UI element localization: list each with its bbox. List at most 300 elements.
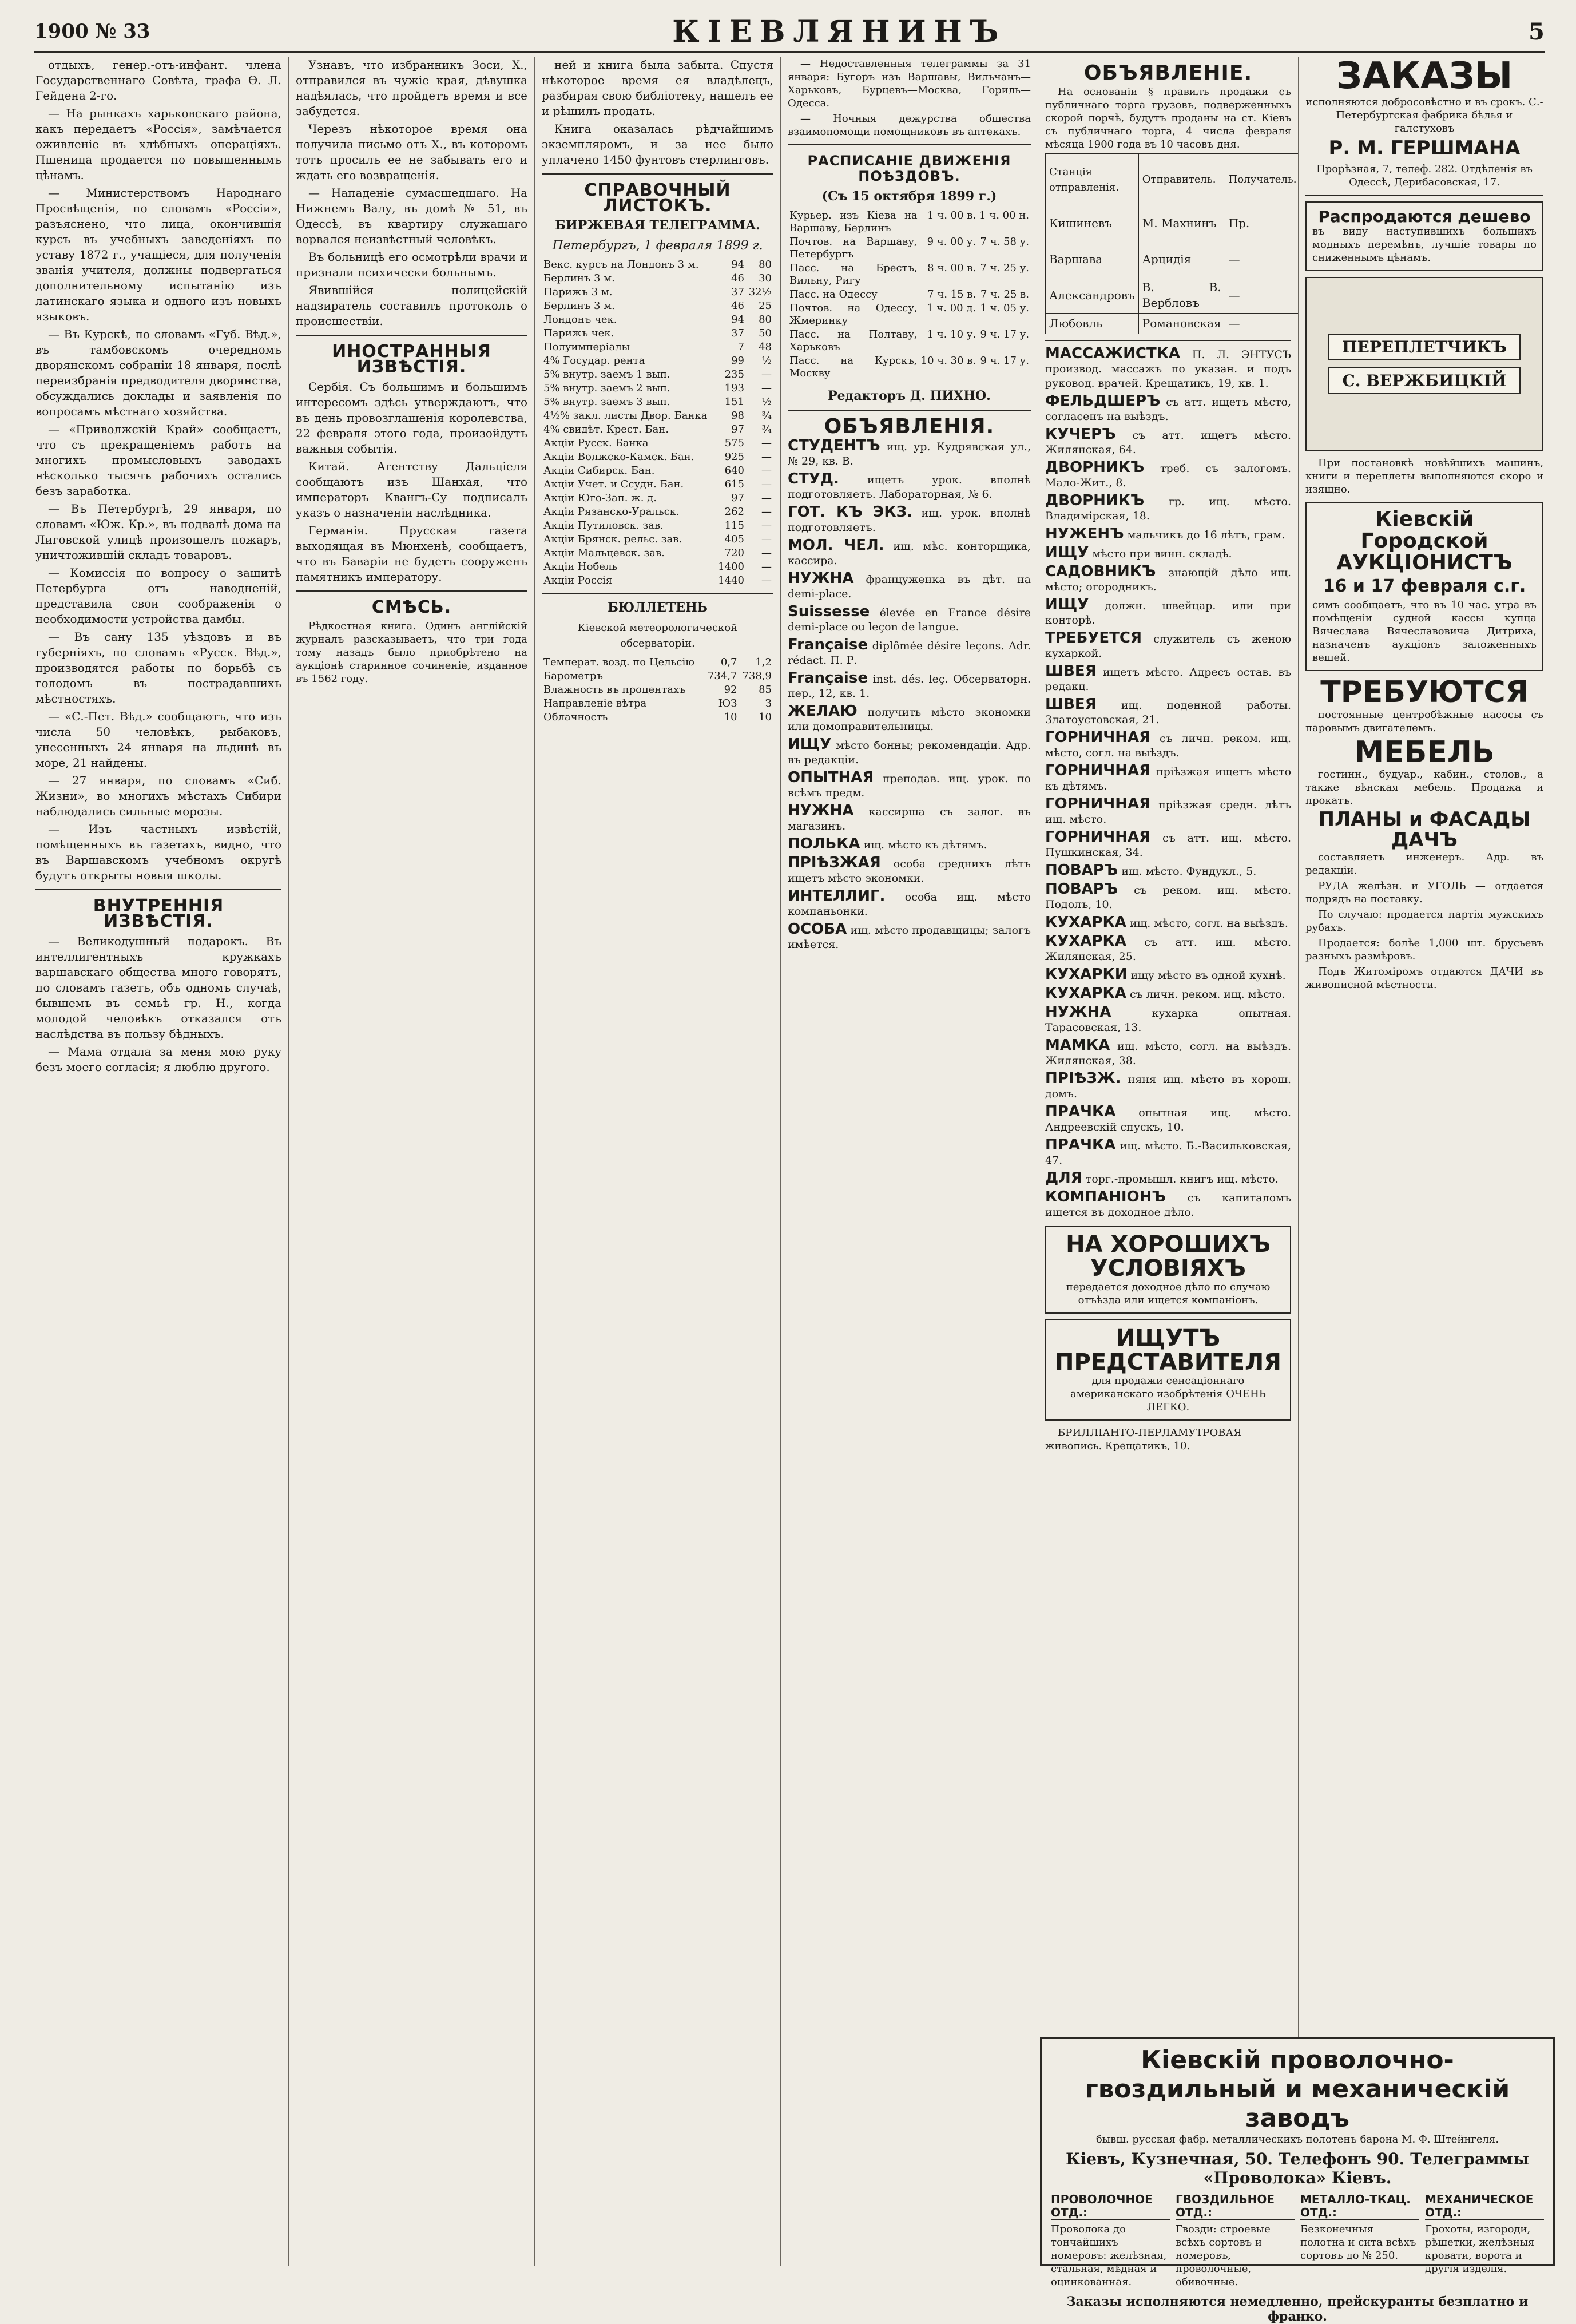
sale-ad: [1305, 201, 1543, 271]
column-4: [781, 57, 1038, 2266]
news-item: — Великодушный подарокъ. Въ интеллигентныхъ кружкахъ варшавскаго общества много говорятъ, по словамъ газетъ, объ одномъ случаѣ, бывшемъ въ семьѣ гр. Н., когда молодой человѣкъ отказался отъ наслѣдства въ пользу бѣдныхъ.: [35, 934, 281, 1041]
classified-ad-text: знающій дѣло ищ. мѣсто; огородникъ.: [1045, 566, 1291, 593]
section-heading-reference: СПРАВОЧНЫЙ ЛИСТОКЪ.: [584, 180, 731, 216]
classified-ad-label: КОМПАНІОНЪ: [1045, 1188, 1166, 1205]
rate-name: Лондонъ чек.: [543, 314, 617, 326]
sale-ad-title: Распродаются дешево: [1318, 207, 1531, 226]
classified-ad-label: ГОТ. КЪ ЭКЗ.: [788, 503, 912, 521]
business-ad-text: передается доходное дѣло по случаю отъѣзда или ищется компаніонъ.: [1066, 1281, 1271, 1306]
masthead-title: КІЕВЛЯНИНЪ: [672, 14, 1007, 49]
classified-ad-text: особа ищ. мѣсто компаньонки.: [788, 891, 1031, 918]
classified-ad-text: съ реком. ищ. мѣсто. Подолъ, 10.: [1045, 884, 1292, 911]
news-item: Въ больницѣ его осмотрѣли врачи и признали психически больнымъ.: [296, 250, 527, 279]
classified-ad: [1045, 830, 1291, 860]
rate-fraction: ¾: [761, 423, 772, 435]
classified-ad-text: ищ. мѣсто. Б.-Васильковская, 47.: [1045, 1140, 1291, 1167]
classified-ad-text: съ атт. ищетъ мѣсто, согласенъ на выѣздъ.: [1045, 396, 1291, 423]
classified-ad-text: француженка въ дѣт. на demi-place.: [788, 573, 1031, 600]
cargo-table: [1045, 153, 1299, 334]
weather-row: [542, 683, 773, 697]
classified-ad-label: КУХАРКА: [1045, 933, 1126, 950]
factory-dept-text: Безконечныя полотна и сита всѣхъ сортовъ до № 250.: [1300, 2223, 1416, 2262]
classified-ad: [1045, 882, 1291, 912]
cargo-cell: —: [1225, 314, 1299, 334]
factory-departments: [1051, 2193, 1544, 2289]
classified-ad: [788, 472, 1031, 502]
classified-ad-label: ПРАЧКА: [1045, 1103, 1116, 1120]
classified-ad-text: треб. съ залогомъ. Мало-Жит., 8.: [1045, 462, 1291, 489]
cargo-cell: Кишиневъ: [1046, 205, 1139, 241]
weather-value: 734,7: [707, 670, 737, 682]
classified-ad-label: ОПЫТНАЯ: [788, 769, 874, 786]
train-schedule-date: (Съ 15 октября 1899 г.): [821, 189, 997, 204]
col1-news: [35, 57, 281, 883]
news-item: Китай. Агентству Дальціеля сообщаютъ изъ Шанхая, что императоръ Квангъ-Су подписалъ указъ о назначеніи наслѣдника.: [296, 459, 527, 519]
rate-fraction: ½: [761, 355, 772, 367]
rate-row: [542, 395, 773, 409]
classified-ad-label: НУЖНА: [788, 802, 854, 819]
plans-ad-title: ПЛАНЫ и ФАСАДЫ ДАЧЪ: [1318, 808, 1531, 852]
classified-ad-label: ПОВАРЪ: [1045, 862, 1118, 879]
classified-ads: [1045, 347, 1291, 1220]
train-row: [788, 354, 1031, 380]
rate-row: [542, 478, 773, 491]
weather-value: 92: [724, 684, 737, 696]
news-item: — Въ Петербургѣ, 29 января, по словамъ «Юж. Кр.», въ подвалѣ дома на Лиговской улицѣ произошелъ пожаръ, уничтожившій складъ товаровъ.: [35, 502, 281, 562]
train-route: Почтов. на Варшаву, Петербургъ: [789, 236, 918, 260]
classified-ad-label: НУЖНА: [788, 570, 854, 587]
rate-name: Акціи Учет. и Ссудн. Бан.: [543, 478, 684, 490]
required-ad-text: постоянные центробѣжные насосы съ паровымъ двигателемъ.: [1305, 708, 1543, 734]
cargo-row: [1046, 205, 1299, 241]
column-2: [289, 57, 535, 2266]
auction-ad: [1305, 502, 1543, 671]
divider: [1045, 340, 1291, 341]
rate-value: 37: [731, 286, 744, 298]
cargo-header: Станція отправленія.: [1046, 154, 1139, 205]
train-arrival: 7 ч. 58 у.: [980, 236, 1029, 248]
rate-fraction: ¾: [761, 410, 772, 422]
column-1: [29, 57, 289, 2266]
rate-fraction: 48: [759, 341, 772, 353]
classified-ad: [1045, 967, 1291, 983]
rate-name: Акціи Рязанско-Уральск.: [543, 506, 680, 518]
weather-value: 0,7: [720, 656, 737, 668]
classified-ad: [1045, 427, 1291, 457]
classified-ad-label: Suissesse: [788, 603, 870, 620]
rate-value: 235: [724, 368, 744, 380]
train-route: Пасс. на Курскъ, Москву: [789, 355, 918, 379]
classified-ad-label: ШВЕЯ: [1045, 696, 1097, 713]
weather-value: З: [765, 697, 772, 709]
classified-ad-text: ищ. мѣсто. Фундукл., 5.: [1121, 865, 1257, 878]
classified-ad-text: мѣсто при винн. складѣ.: [1092, 548, 1232, 560]
factory-dept-heading: МЕХАНИЧЕСКОЕ ОТД.:: [1425, 2193, 1544, 2220]
classified-ad: [1045, 1190, 1291, 1220]
dacha-ad: Подъ Житоміромъ отдаются ДАЧИ въ живописной мѣстности.: [1305, 965, 1543, 991]
train-row: [788, 209, 1031, 235]
classified-ad: [1045, 631, 1291, 661]
notice-heading: ОБЪЯВЛЕНІЕ.: [1083, 61, 1253, 85]
rate-fraction: ½: [761, 396, 772, 408]
rate-name: Векс. курсъ на Лондонъ 3 м.: [543, 259, 699, 271]
rate-row: [542, 340, 773, 354]
classified-ad: [788, 505, 1031, 535]
weather-param: Облачность: [543, 711, 608, 723]
business-ad: [1045, 1226, 1291, 1314]
train-departure: 1 ч. 10 у.: [927, 328, 976, 340]
rate-row: [542, 450, 773, 464]
rate-fraction: —: [761, 478, 772, 490]
factory-address: Кіевъ, Кузнечная, 50. Телефонъ 90. Телеграммы «Проволока» Кіевъ.: [1066, 2149, 1529, 2187]
rate-value: 98: [731, 410, 744, 422]
train-arrival: 7 ч. 25 в.: [980, 288, 1029, 300]
section-heading-misc: СМѢСЬ.: [371, 597, 452, 617]
rate-name: Парижъ чек.: [543, 327, 614, 339]
rate-name: Полуимперіалы: [543, 341, 630, 353]
train-row: [788, 328, 1031, 354]
classified-ad-text: съ капиталомъ ищется въ доходное дѣло.: [1045, 1192, 1291, 1219]
rate-row: [542, 382, 773, 395]
weather-row: [542, 669, 773, 683]
rate-value: 575: [724, 437, 744, 449]
classified-ad-text: пріѣзжая средн. лѣтъ ищ. мѣсто.: [1045, 799, 1292, 826]
factory-dept-text: Проволока до тончайшихъ номеровъ: желѣзная, стальная, мѣдная и оцинкованная.: [1051, 2223, 1167, 2288]
news-item: — Въ Курскѣ, по словамъ «Губ. Вѣд.», въ тамбовскомъ очередномъ дворянскомъ собраніи 18 января, послѣ переизбранія предводителя дворянства, обсуждались доклады и заявленія по вопросамъ мѣстнаго хозяйства.: [35, 327, 281, 418]
factory-dept: [1051, 2193, 1170, 2289]
classified-ad-text: кухарка опытная. Тарасовская, 13.: [1045, 1007, 1291, 1034]
cargo-cell: Пр.: [1225, 205, 1299, 241]
cargo-cell: Арцидія: [1138, 241, 1225, 277]
rate-row: [542, 505, 773, 519]
news-item: — На рынкахъ харьковскаго района, какъ передаетъ «Россія», замѣчается оживленіе въ хлѣбныхъ операціяхъ. Пшеница продается по повышеннымъ цѣнамъ.: [35, 106, 281, 182]
cargo-row: [1046, 241, 1299, 277]
news-item: — «Приволжскій Край» сообщаетъ, что съ прекращеніемъ работъ на многихъ промысловыхъ заводахъ нѣсколько тысячъ рабочихъ остались безъ заработка.: [35, 422, 281, 498]
classified-ad: [1045, 546, 1291, 561]
train-departure: 8 ч. 00 в.: [927, 262, 976, 274]
rate-fraction: —: [761, 368, 772, 380]
classified-ad: [788, 439, 1031, 469]
classified-ad: [788, 605, 1031, 634]
rate-value: 615: [724, 478, 744, 490]
classified-ad-label: ЖЕЛАЮ: [788, 703, 858, 720]
classified-ad: [1045, 934, 1291, 964]
weather-bulletin-subtitle: Кіевской метеорологической обсерваторіи.: [577, 622, 738, 649]
representative-ad-text: для продажи сенсаціоннаго американскаго изобрѣтенія ОЧЕНЬ ЛЕГКО.: [1070, 1375, 1266, 1413]
classified-ad-label: ГОРНИЧНАЯ: [1045, 795, 1151, 812]
classified-ad: [1045, 797, 1291, 827]
train-row: [788, 235, 1031, 261]
classified-ad-text: inst. dés. leç. Обсерваторн. пер., 12, кв. 1.: [788, 673, 1031, 700]
rate-row: [542, 437, 773, 450]
classified-ad-label: ДЛЯ: [1045, 1169, 1082, 1187]
plans-ad-text: составляетъ инженеръ. Адр. въ редакціи.: [1305, 851, 1543, 877]
classified-ad-label: ОСОБА: [788, 921, 847, 938]
weather-param: Влажность въ процентахъ: [543, 684, 686, 696]
classified-ad-label: ПРІѢЗЖАЯ: [788, 854, 881, 871]
rate-name: Акціи Нобель: [543, 561, 618, 573]
classified-ad-text: ищ. урок. вполнѣ подготовляетъ.: [788, 507, 1031, 534]
rate-fraction: 30: [759, 272, 772, 284]
rate-name: Акціи Сибирск. Бан.: [543, 465, 655, 477]
editor-line: Редакторъ Д. ПИХНО.: [828, 388, 991, 403]
weather-value: 738,9: [742, 670, 772, 682]
train-route: Пасс. на Одессу: [789, 288, 878, 300]
rate-value: 115: [724, 519, 744, 532]
train-departure: 10 ч. 30 в.: [920, 355, 976, 367]
wire-factory-ad: [1040, 2037, 1555, 2324]
train-arrival: 9 ч. 17 у.: [980, 355, 1029, 367]
weather-table: [542, 656, 773, 724]
rate-row: [542, 519, 773, 533]
classified-ad: [1045, 494, 1291, 524]
cargo-cell: —: [1225, 277, 1299, 314]
rate-value: 720: [724, 547, 744, 559]
classified-ad-label: СТУД.: [788, 470, 839, 487]
news-item: Книга оказалась рѣдчайшимъ экземпляромъ, и за нее было уплачено 1450 фунтовъ стерлинговъ.: [542, 122, 773, 166]
rate-fraction: —: [761, 465, 772, 477]
rate-row: [542, 491, 773, 505]
classified-ad-label: САДОВНИКЪ: [1045, 563, 1156, 580]
rate-name: 5% внутр. заемъ 3 вып.: [543, 396, 670, 408]
rate-name: Акціи Юго-Зап. ж. д.: [543, 492, 657, 504]
factory-dept-heading: ПРОВОЛОЧНОЕ ОТД.:: [1051, 2193, 1170, 2220]
factory-dept-heading: ГВОЗДИЛЬНОЕ ОТД.:: [1176, 2193, 1295, 2220]
rate-fraction: —: [761, 533, 772, 545]
news-item: Рѣдкостная книга. Одинъ англійскій журналъ разсказываетъ, что три года тому назадъ было приобрѣтено на аукціонѣ старинное сочиненіе, изданное въ 1562 году.: [296, 620, 527, 685]
column-6: [1299, 57, 1550, 2266]
rate-fraction: —: [761, 519, 772, 532]
rate-value: 405: [724, 533, 744, 545]
rate-name: Акціи Путиловск. зав.: [543, 519, 664, 532]
weather-value: ЮЗ: [718, 697, 737, 709]
rate-name: 5% внутр. заемъ 1 вып.: [543, 368, 670, 380]
classified-ad-label: ГОРНИЧНАЯ: [1045, 828, 1151, 846]
auction-ad-dates: 16 и 17 февраля с.г.: [1323, 576, 1526, 596]
classified-ad-text: преподав. ищ. урок. по всѣмъ предм.: [788, 772, 1031, 799]
chance-ad: По случаю: продается партія мужскихъ рубахъ.: [1305, 908, 1543, 934]
cargo-cell: Любовль: [1046, 314, 1139, 334]
rate-value: 94: [731, 314, 744, 326]
classified-ad-label: СТУДЕНТЪ: [788, 437, 880, 454]
train-arrival: 9 ч. 17 у.: [980, 328, 1029, 340]
classified-ad-text: ищ. мѣсто, согл. на выѣздъ.: [1129, 917, 1288, 930]
rate-name: Акціи Мальцевск. зав.: [543, 547, 665, 559]
classified-ad: [1045, 461, 1291, 490]
rate-row: [542, 299, 773, 313]
rate-fraction: —: [761, 506, 772, 518]
classified-ad-text: съ атт. ищ. мѣсто. Пушкинская, 34.: [1045, 832, 1291, 859]
classified-ad: [788, 804, 1031, 834]
rate-value: 37: [731, 327, 744, 339]
classified-ad: [1045, 1105, 1291, 1135]
news-item: Явившійся полицейскій надзиратель составилъ протоколъ о происшествіи.: [296, 283, 527, 328]
classified-ad-label: НУЖЕНЪ: [1045, 525, 1124, 542]
classified-ad: [1045, 527, 1291, 542]
divider: [35, 889, 281, 890]
weather-row: [542, 711, 773, 724]
news-item: отдыхъ, генер.-отъ-инфант. члена Государственнаго Совѣта, графа Ѳ. Л. Гейдена 2-го.: [35, 58, 281, 102]
classified-ad-label: НУЖНА: [1045, 1004, 1111, 1021]
classified-ad: [788, 737, 1031, 767]
classified-ad-label: ГОРНИЧНАЯ: [1045, 729, 1151, 746]
classified-ad-text: ищ. мѣсто, согл. на выѣздъ. Жилянская, 38.: [1045, 1040, 1291, 1067]
train-row: [788, 261, 1031, 288]
news-item: — «С.-Пет. Вѣд.» сообщаютъ, что изъ числа 50 человѣкъ, рыбаковъ, унесенныхъ 24 января на льдинѣ въ море, 21 найдены.: [35, 709, 281, 770]
train-row: [788, 288, 1031, 302]
classified-ad: [788, 538, 1031, 568]
classified-ad-text: особа среднихъ лѣтъ ищетъ мѣсто экономки.: [788, 858, 1031, 885]
classified-ad: [788, 638, 1031, 668]
rate-name: Берлинъ 3 м.: [543, 300, 615, 312]
classified-ad: [1045, 697, 1291, 727]
classified-ad: [1045, 347, 1291, 391]
cargo-row: [1046, 277, 1299, 314]
classified-ad-text: опытная ищ. мѣсто. Андреевскій спускъ, 10.: [1045, 1107, 1291, 1133]
rate-row: [542, 258, 773, 272]
rate-value: 925: [724, 451, 744, 463]
rate-name: Берлинъ 3 м.: [543, 272, 615, 284]
classified-ad-label: ИНТЕЛЛИГ.: [788, 887, 886, 905]
classified-ad-text: торг.-промышл. книгъ ищ. мѣсто.: [1085, 1173, 1279, 1185]
cargo-cell: Александровъ: [1046, 277, 1139, 314]
rate-value: 1440: [718, 574, 744, 586]
notice-text: На основаніи § правилъ продажи съ публичнаго торга грузовъ, подверженныхъ скорой порчѣ, будутъ проданы на ст. Кіевъ съ публичнаго торга, 4 числа февраля мѣсяца 1900 года въ 10 часовъ дня.: [1045, 86, 1291, 150]
rate-fraction: 25: [759, 300, 772, 312]
train-schedule-table: [788, 209, 1031, 380]
train-schedule-heading: РАСПИСАНІЕ ДВИЖЕНІЯ ПОѢЗДОВЪ.: [807, 153, 1011, 184]
divider: [542, 173, 773, 175]
classified-ad: [1045, 915, 1291, 931]
classified-ad: [1045, 1138, 1291, 1168]
classified-ad: [1045, 565, 1291, 594]
train-departure: 1 ч. 00 д.: [927, 302, 976, 314]
classified-ad-label: ИЩУ: [1045, 544, 1089, 561]
classified-ad-label: ДВОРНИКЪ: [1045, 459, 1145, 476]
classified-ad-label: ДВОРНИКЪ: [1045, 492, 1145, 509]
rate-fraction: —: [761, 561, 772, 573]
classified-ad-text: ищ. ур. Кудрявская ул., № 29, кв. В.: [788, 441, 1031, 467]
classified-ads: [788, 439, 1031, 952]
train-arrival: 1 ч. 00 н.: [979, 209, 1029, 221]
orders-ad-title: ЗАКАЗЫ: [1336, 57, 1513, 97]
classified-ad-text: ищ. мѣс. конторщика, кассира.: [788, 540, 1031, 567]
rate-row: [542, 409, 773, 423]
classified-ad-label: ИЩУ: [788, 736, 832, 753]
classified-ad-label: ШВЕЯ: [1045, 663, 1097, 680]
classified-ad-text: должн. швейцар. или при конторѣ.: [1045, 600, 1291, 626]
classified-ad-text: кассирша съ залог. въ магазинъ.: [788, 806, 1031, 832]
news-item: — Комиссія по вопросу о защитѣ Петербурга отъ наводненій, представила свои соображенія о необходимости устройства дамбы.: [35, 566, 281, 626]
pearl-painting-ad: БРИЛЛІАНТО-ПЕРЛАМУТРОВАЯ живопись. Крещатикъ, 10.: [1045, 1427, 1242, 1452]
rate-row: [542, 574, 773, 588]
news-item: Германія. Прусская газета выходящая въ Мюнхенѣ, сообщаетъ, что въ Баваріи не будетъ сооруженъ памятникъ императору.: [296, 524, 527, 584]
classified-ad: [1045, 1005, 1291, 1035]
classified-ad-text: няня ищ. мѣсто въ хорош. домъ.: [1045, 1073, 1291, 1100]
representative-ad: [1045, 1319, 1291, 1421]
rate-value: 193: [724, 382, 744, 394]
classified-ad-label: Française: [788, 636, 868, 653]
train-arrival: 7 ч. 25 у.: [980, 262, 1029, 274]
representative-ad-title: ИЩУТЪ ПРЕДСТАВИТЕЛЯ: [1055, 1325, 1281, 1375]
divider: [296, 335, 527, 336]
classified-ad: [788, 704, 1031, 734]
furniture-ad-title: МЕБЕЛЬ: [1354, 735, 1495, 770]
train-route: Курьер. изъ Кіева на Варшаву, Берлинъ: [789, 209, 918, 234]
news-item: Сербія. Съ большимъ и большимъ интересомъ здѣсь утверждаютъ, что въ день провозглашенія королевства, 22 февраля этого года, произойдутъ важныя событія.: [296, 380, 527, 455]
classified-ad-text: ищетъ мѣсто. Адресъ остав. въ редакц.: [1045, 666, 1291, 693]
factory-dept: [1425, 2193, 1544, 2289]
rate-fraction: —: [761, 451, 772, 463]
rate-row: [542, 546, 773, 560]
sell-ad: Продается: болѣе 1,000 шт. брусьевъ разныхъ размѣровъ.: [1305, 937, 1543, 962]
rate-value: 99: [731, 355, 744, 367]
rate-fraction: 32½: [748, 286, 772, 298]
cargo-cell: В. В. Вербловъ: [1138, 277, 1225, 314]
weather-bulletin-heading: БЮЛЛЕТЕНЬ: [608, 600, 708, 615]
train-departure: 1 ч. 00 в.: [927, 209, 976, 221]
classified-ad-label: ИЩУ: [1045, 596, 1089, 613]
train-row: [788, 302, 1031, 328]
exchange-date: Петербургъ, 1 февраля 1899 г.: [552, 239, 763, 253]
factory-dept: [1300, 2193, 1419, 2289]
rate-row: [542, 285, 773, 299]
ore-ad: РУДА желѣзн. и УГОЛЬ — отдается подрядъ на поставку.: [1305, 879, 1543, 905]
issue-number: 1900 № 33: [34, 20, 150, 43]
rate-name: 4% свидѣт. Крест. Бан.: [543, 423, 669, 435]
train-route: Пасс. на Полтаву, Харьковъ: [789, 328, 918, 353]
rate-value: 640: [724, 465, 744, 477]
classified-ad-label: Française: [788, 669, 868, 687]
rate-value: 46: [731, 300, 744, 312]
news-item: — Недоставленныя телеграммы за 31 января: Бугоръ изъ Варшавы, Вильчанъ—Харьковъ, Бурцевъ—Москва, Гориль—Одесса.: [788, 58, 1031, 109]
classified-ad-label: КУХАРКИ: [1045, 966, 1128, 983]
rate-value: 262: [724, 506, 744, 518]
classified-ad-text: съ личн. реком. ищ. мѣсто.: [1129, 988, 1285, 1001]
weather-value: 10: [759, 711, 772, 723]
classified-ad-text: ищ. мѣсто къ дѣтямъ.: [863, 839, 987, 851]
classified-ad-text: пріѣзжая ищетъ мѣсто къ дѣтямъ.: [1045, 766, 1292, 792]
classified-ad-label: ГОРНИЧНАЯ: [1045, 762, 1151, 779]
rate-fraction: —: [761, 547, 772, 559]
rate-row: [542, 533, 773, 546]
classified-ad-label: ПРАЧКА: [1045, 1136, 1116, 1153]
exchange-telegram-heading: БИРЖЕВАЯ ТЕЛЕГРАММА.: [555, 218, 760, 233]
factory-dept-text: Грохоты, изгороди, рѣшетки, желѣзныя кровати, ворота и другія изделія.: [1425, 2223, 1535, 2275]
weather-row: [542, 656, 773, 669]
classified-ad-label: КУХАРКА: [1045, 985, 1126, 1002]
auction-ad-text: симъ сообщаетъ, что въ 10 час. утра въ помѣщеніи судной кассы купца Вячеслава Вячеславовича Дитриха, назначенъ аукціонъ заложенныхъ вещей.: [1312, 599, 1537, 664]
classified-ad-text: гр. ищ. мѣсто. Владимірская, 18.: [1045, 495, 1291, 522]
required-ad-title: ТРЕБУЮТСЯ: [1320, 675, 1529, 710]
rate-row: [542, 423, 773, 437]
classified-ad: [1045, 986, 1291, 1002]
classified-ad: [788, 671, 1031, 701]
classified-ad: [1045, 731, 1291, 760]
classified-ad: [788, 837, 1031, 852]
classified-ad: [788, 572, 1031, 601]
page-header: [34, 11, 1545, 53]
auction-ad-title: Кіевскій Городской АУКЦІОНИСТЪ: [1336, 507, 1513, 574]
classified-ad-label: КУХАРКА: [1045, 914, 1126, 931]
cargo-header: Получатель.: [1225, 154, 1299, 205]
rate-fraction: —: [761, 492, 772, 504]
classified-ad-text: съ атт. ищ. мѣсто. Жилянская, 25.: [1045, 936, 1291, 963]
weather-row: [542, 697, 773, 711]
news-item: Черезъ нѣкоторое время она получила письмо отъ Х., въ которомъ тотъ просилъ ее не забывать его и ждать его возвращенія.: [296, 122, 527, 182]
column-3: [535, 57, 781, 2266]
classified-ad-text: diplômée désire leçons. Adr. rédact. П. Р.: [788, 640, 1031, 667]
